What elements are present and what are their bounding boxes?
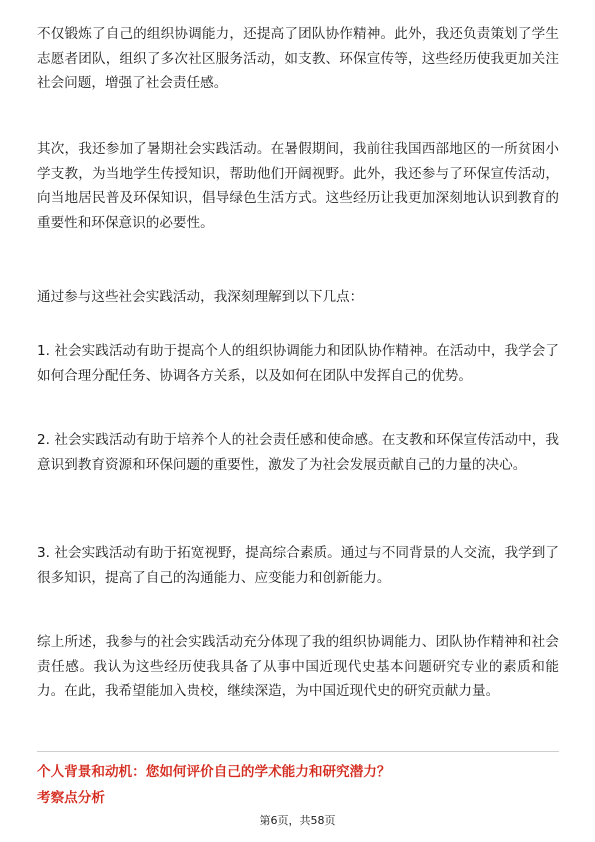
question-heading: 个人背景和动机：您如何评价自己的学术能力和研究潜力？ [37, 764, 391, 780]
analysis-heading: 考察点分析 [37, 790, 105, 806]
paragraph-point-3: 3. 社会实践活动有助于拓宽视野，提高综合素质。通过与不同背景的人交流，我学到了很多知识，提高了自己的沟通能力、应变能力和创新能力。 [37, 545, 559, 586]
paragraph-conclusion: 综上所述，我参与的社会实践活动充分体现了我的组织协调能力、团队协作精神和社会责任感。我认为这些经历使我具备了从事中国近现代史基本问题研究专业的素质和能力。在此，我希望能加入贵校，继续深造，为中国近现代史的研究贡献力量。 [37, 634, 559, 699]
paragraph-point-1: 1. 社会实践活动有助于提高个人的组织协调能力和团队协作精神。在活动中，我学会了如何合理分配任务、协调各方关系，以及如何在团队中发挥自己的优势。 [37, 343, 559, 384]
section-divider [37, 751, 559, 752]
paragraph-organization-experience: 不仅锻炼了自己的组织协调能力，还提高了团队协作精神。此外，我还负责策划了学生志愿者团队，组织了多次社区服务活动，如支教、环保宣传等，这些经历使我更加关注社会问题，增强了社会责任感。 [37, 26, 559, 91]
page-number-footer: 第6页，共58页 [259, 814, 336, 827]
paragraph-point-2: 2. 社会实践活动有助于培养个人的社会责任感和使命感。在支教和环保宣传活动中，我意识到教育资源和环保问题的重要性，激发了为社会发展贡献自己的力量的决心。 [37, 432, 559, 473]
paragraph-understanding-intro: 通过参与这些社会实践活动，我深刻理解到以下几点： [37, 289, 364, 305]
paragraph-summer-practice: 其次，我还参加了暑期社会实践活动。在暑假期间，我前往我国西部地区的一所贫困小学支教，为当地学生传授知识，帮助他们开阔视野。此外，我还参与了环保宣传活动，向当地居民普及环保知识，倡导绿色生活方式。这些经历让我更加深刻地认识到教育的重要性和环保意识的必要性。 [37, 141, 559, 231]
